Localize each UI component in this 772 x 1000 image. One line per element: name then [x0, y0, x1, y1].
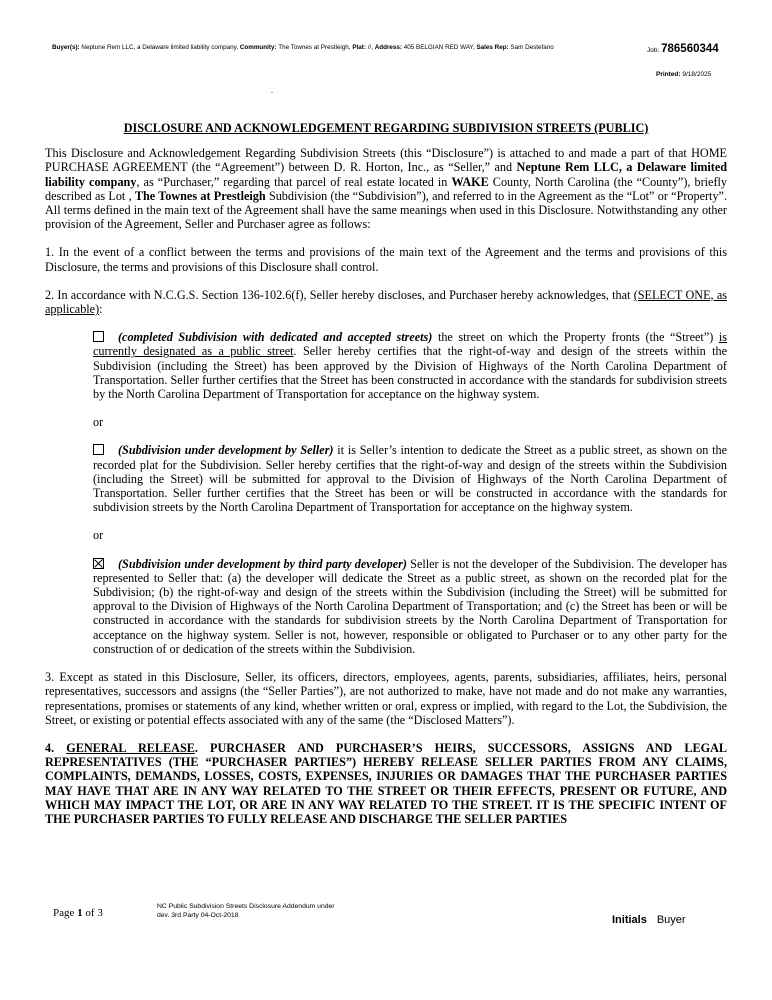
- option-third-party-developer: (Subdivision under development by third party developer) Seller is not the developer of the Subdivision. The developer has represented to Seller that: (a) the developer will dedicate the Street as a public street, as shown on the recorded plat for the Subdivision; (b) the right-of-way and design of the streets within the Subdivision (including the Street) will be submitted for approval to the Division of Highways of the North Carolina Department of Transportation; and (c) the Street has been or will be constructed in accordance with the standards for subdivision streets by the North Carolina Department of Transportation for acceptance on the highway system. Seller is not, however, responsible or obligated to Purchaser or to any other party for the construction of or dedication of the streets within the Subdivision.: [93, 556, 727, 656]
- intro-paragraph: This Disclosure and Acknowledgement Regarding Subdivision Streets (this “Disclosure”) is attached to and made a part of that HOME PURCHASE AGREEMENT (the “Agreement”) between D. R. Horton, Inc., as “Seller,” and Neptune Rem LLC, a Delaware limited liability company, as “Purchaser,” regarding that parcel of real estate located in WAKE County, North Carolina (the “County”), briefly described as Lot , The Townes at Prestleigh Subdivision (the “Subdivision”), and referred to in the Agreement as the “Lot” or “Property”. All terms defined in the main text of the Agreement shall have the same meanings when used in this Disclosure. Notwithstanding any other provision of the Agreement, Seller and Purchaser agree as follows:: [45, 146, 728, 232]
- option-under-development-seller: (Subdivision under development by Seller) it is Seller’s intention to dedicate the Street as a public street, as shown on the recorded plat for the Subdivision. Seller hereby certifies that the right-of-way and design of the streets within the Subdivision (including the Street) will be submitted for approval to the Division of Highways of the North Carolina Department of Transportation. Seller further certifies that the Street has been or will be constructed in accordance with the standards for subdivision streets by the North Carolina Department of Transportation for acceptance on the highway system.: [93, 443, 727, 515]
- checkbox-option-3-checked[interactable]: [93, 558, 104, 569]
- option-completed-subdivision: (completed Subdivision with dedicated and accepted streets) the street on which the Property fronts (the “Street”) is currently designated as a public street. Seller hereby certifies that the right-of-way and design of the streets within the Subdivision (including the Street) has been approved by the Division of Highways of the North Carolina Department of Transportation. Seller further certifies that the Street has been constructed in accordance with the standards for subdivision streets by the North Carolina Department of Transportation for acceptance on the highway system.: [93, 330, 727, 402]
- checkbox-option-2[interactable]: [93, 444, 104, 455]
- header-meta-line: Buyer(s): Neptune Rem LLC, a Delaware limited liability company, Community: The Townes at Prestleigh, Plat: //, Address: 405 BELGIAN RED WAY, Sales Rep: Sam Destefano: [52, 44, 554, 51]
- form-name: NC Public Subdivision Streets Disclosure Addendum under dev. 3rd Party 04-Oct-2018: [157, 903, 335, 919]
- paragraph-1: 1. In the event of a conflict between the terms and provisions of the main text of the Agreement and the terms and provisions of this Disclosure, the terms and provisions of this Disclosure shall control.: [45, 245, 727, 274]
- or-separator: or: [93, 528, 104, 543]
- job-number: Job: 786560344: [647, 43, 719, 55]
- document-body: [45, 121, 727, 826]
- paragraph-3: 3. Except as stated in this Disclosure, Seller, its officers, directors, employees, agents, parents, subsidiaries, affiliates, heirs, personal representatives, successors and assigns (the “Seller Parties”), are not authorized to make, have not made and do not make any warranties, representations, promises or statements of any kind, whether written or oral, express or implied, with regard to the Lot, the Subdivision, the Street, or existing or potential effects associated with any of the same (the “Disclosed Matters”).: [45, 670, 727, 727]
- or-separator: or: [93, 415, 104, 430]
- document-title: DISCLOSURE AND ACKNOWLEDGEMENT REGARDING SUBDIVISION STREETS (PUBLIC): [123, 121, 649, 135]
- checkbox-option-1[interactable]: [93, 331, 104, 342]
- initials-field[interactable]: Initials Buyer: [612, 914, 686, 926]
- paragraph-2: 2. In accordance with N.C.G.S. Section 136-102.6(f), Seller hereby discloses, and Purchaser hereby acknowledges, that (SELECT ONE, as applicable):: [45, 287, 727, 317]
- stray-mark: .: [271, 86, 273, 95]
- paragraph-4-general-release: 4. GENERAL RELEASE. PURCHASER AND PURCHASER’S HEIRS, SUCCESSORS, ASSIGNS AND LEGAL REPRESENTATIVES (THE “PURCHASER PARTIES”) HEREBY RELEASE SELLER PARTIES FROM ANY CLAIMS, COMPLAINTS, DEMANDS, LOSSES, COSTS, EXPENSES, INJURIES OR DAMAGES THAT THE PURCHASER PARTIES MAY HAVE THAT ARE IN ANY WAY RELATED TO THE STREET OR THEIR EFFECTS, PRESENT OR FUTURE, AND WHICH MAY IMPACT THE LOT, OR ARE IN ANY WAY RELATED TO THE STREET. IT IS THE SPECIFIC INTENT OF THE PURCHASER PARTIES TO FULLY RELEASE AND DISCHARGE THE SELLER PARTIES: [45, 740, 727, 826]
- page-number: Page 1 of 3: [53, 907, 103, 919]
- printed-date: Printed: 9/18/2025: [656, 71, 712, 78]
